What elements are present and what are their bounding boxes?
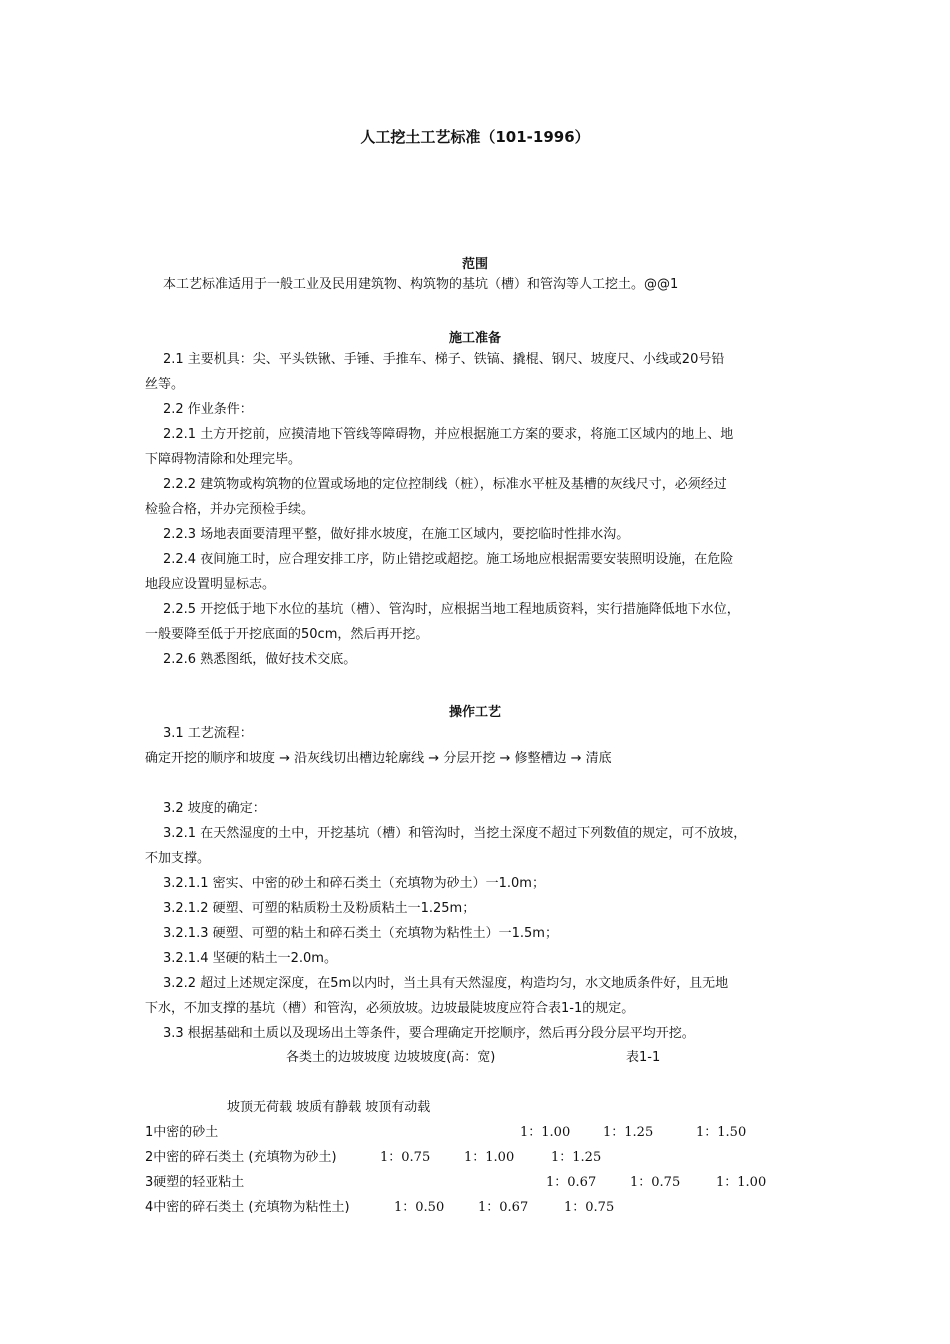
table-cell: 1：1.00: [464, 1150, 515, 1165]
table-cell: 1：1.00: [716, 1175, 767, 1190]
table-cell: 1：1.00: [520, 1125, 571, 1140]
prep-line: 检验合格，并办完预检手续。: [145, 502, 315, 517]
ops-line: 3.2.1.3 硬塑、可塑的粘土和碎石类土（充填物为粘性土）一1.5m；: [163, 926, 558, 941]
table-cell: 1：0.75: [630, 1175, 681, 1190]
table-cell: 1：0.50: [394, 1200, 445, 1215]
table-cell: 1：1.25: [551, 1150, 602, 1165]
ops-line: 3.2.1.2 硬塑、可塑的粘质粉土及粉质粘土一1.25m；: [163, 901, 476, 916]
table-cell: 1：1.50: [696, 1125, 747, 1140]
table-cell: 1：0.67: [478, 1200, 529, 1215]
table-row-name: 2中密的碎石类土 (充填物为砂土): [145, 1150, 337, 1165]
table-caption: 各类土的边坡坡度 边坡坡度(高：宽): [286, 1050, 496, 1065]
prep-line: 下障碍物清除和处理完毕。: [145, 452, 302, 467]
prep-line: 2.2.6 熟悉图纸，做好技术交底。: [163, 652, 357, 667]
process-flow: 确定开挖的顺序和坡度 → 沿灰线切出槽边轮廓线 → 分层开挖 → 修整槽边 → 清底: [145, 751, 612, 766]
prep-line: 2.2.3 场地表面要清理平整，做好排水坡度，在施工区域内，要挖临时性排水沟。: [163, 527, 630, 542]
prep-line: 2.2.4 夜间施工时，应合理安排工序，防止错挖或超挖。施工场地应根据需要安装照明设施，在危险: [163, 552, 734, 567]
ops-line: 3.2.1.1 密实、中密的砂土和碎石类土（充填物为砂土）一1.0m；: [163, 876, 545, 891]
table-cell: 1：0.75: [380, 1150, 431, 1165]
prep-line: 2.1 主要机具：尖、平头铁锹、手锤、手推车、梯子、铁镐、撬棍、钢尺、坡度尺、小线或20号铅: [163, 352, 725, 367]
ops-line: 不加支撑。: [145, 851, 211, 866]
table-number: 表1-1: [626, 1050, 661, 1065]
prep-line: 2.2 作业条件：: [163, 402, 253, 417]
table-cell: 1：0.67: [546, 1175, 597, 1190]
table-row-name: 3硬塑的轻亚粘土: [145, 1175, 245, 1190]
ops-line: 3.2.2 超过上述规定深度，在5m以内时，当土具有天然湿度，构造均匀，水文地质条件好，且无地: [163, 976, 729, 991]
ops-heading: 操作工艺: [448, 705, 501, 720]
table-header: 坡顶无荷载 坡质有静载 坡顶有动载: [227, 1100, 431, 1115]
ops-line: 3.2.1 在天然湿度的土中，开挖基坑（槽）和管沟时，当挖土深度不超过下列数值的规定，可不放坡，: [163, 826, 747, 841]
prep-line: 一般要降至低于开挖底面的50cm，然后再开挖。: [145, 627, 429, 642]
ops-line: 3.3 根据基础和土质以及现场出土等条件，要合理确定开挖顺序，然后再分段分层平均开挖。: [163, 1026, 695, 1041]
document-title: 人工挖土工艺标准（101-1996）: [360, 128, 590, 146]
scope-text: 本工艺标准适用于一般工业及民用建筑物、构筑物的基坑（槽）和管沟等人工挖土。@@1: [163, 277, 679, 292]
prep-line: 2.2.1 土方开挖前，应摸清地下管线等障碍物，并应根据施工方案的要求，将施工区域内的地上、地: [163, 427, 734, 442]
prep-line: 2.2.5 开挖低于地下水位的基坑（槽）、管沟时，应根据当地工程地质资料，实行措施降低地下水位，: [163, 602, 740, 617]
ops-line: 3.2.1.4 坚硬的粘土一2.0m。: [163, 951, 337, 966]
table-cell: 1：1.25: [603, 1125, 654, 1140]
table-row-name: 4中密的碎石类土 (充填物为粘性土): [145, 1200, 350, 1215]
ops-line: 下水，不加支撑的基坑（槽）和管沟，必须放坡。边坡最陡坡度应符合表1-1的规定。: [145, 1001, 635, 1016]
prep-line: 2.2.2 建筑物或构筑物的位置或场地的定位控制线（桩），标准水平桩及基槽的灰线尺寸，必须经过: [163, 477, 727, 492]
prep-heading: 施工准备: [448, 331, 501, 346]
prep-line: 地段应设置明显标志。: [145, 577, 276, 592]
table-cell: 1：0.75: [564, 1200, 615, 1215]
ops-line: 3.2 坡度的确定：: [163, 801, 266, 816]
ops-line: 3.1 工艺流程：: [163, 726, 253, 741]
prep-line: 丝等。: [145, 377, 185, 392]
scope-heading: 范围: [461, 257, 488, 272]
table-row-name: 1中密的砂土: [145, 1125, 219, 1140]
